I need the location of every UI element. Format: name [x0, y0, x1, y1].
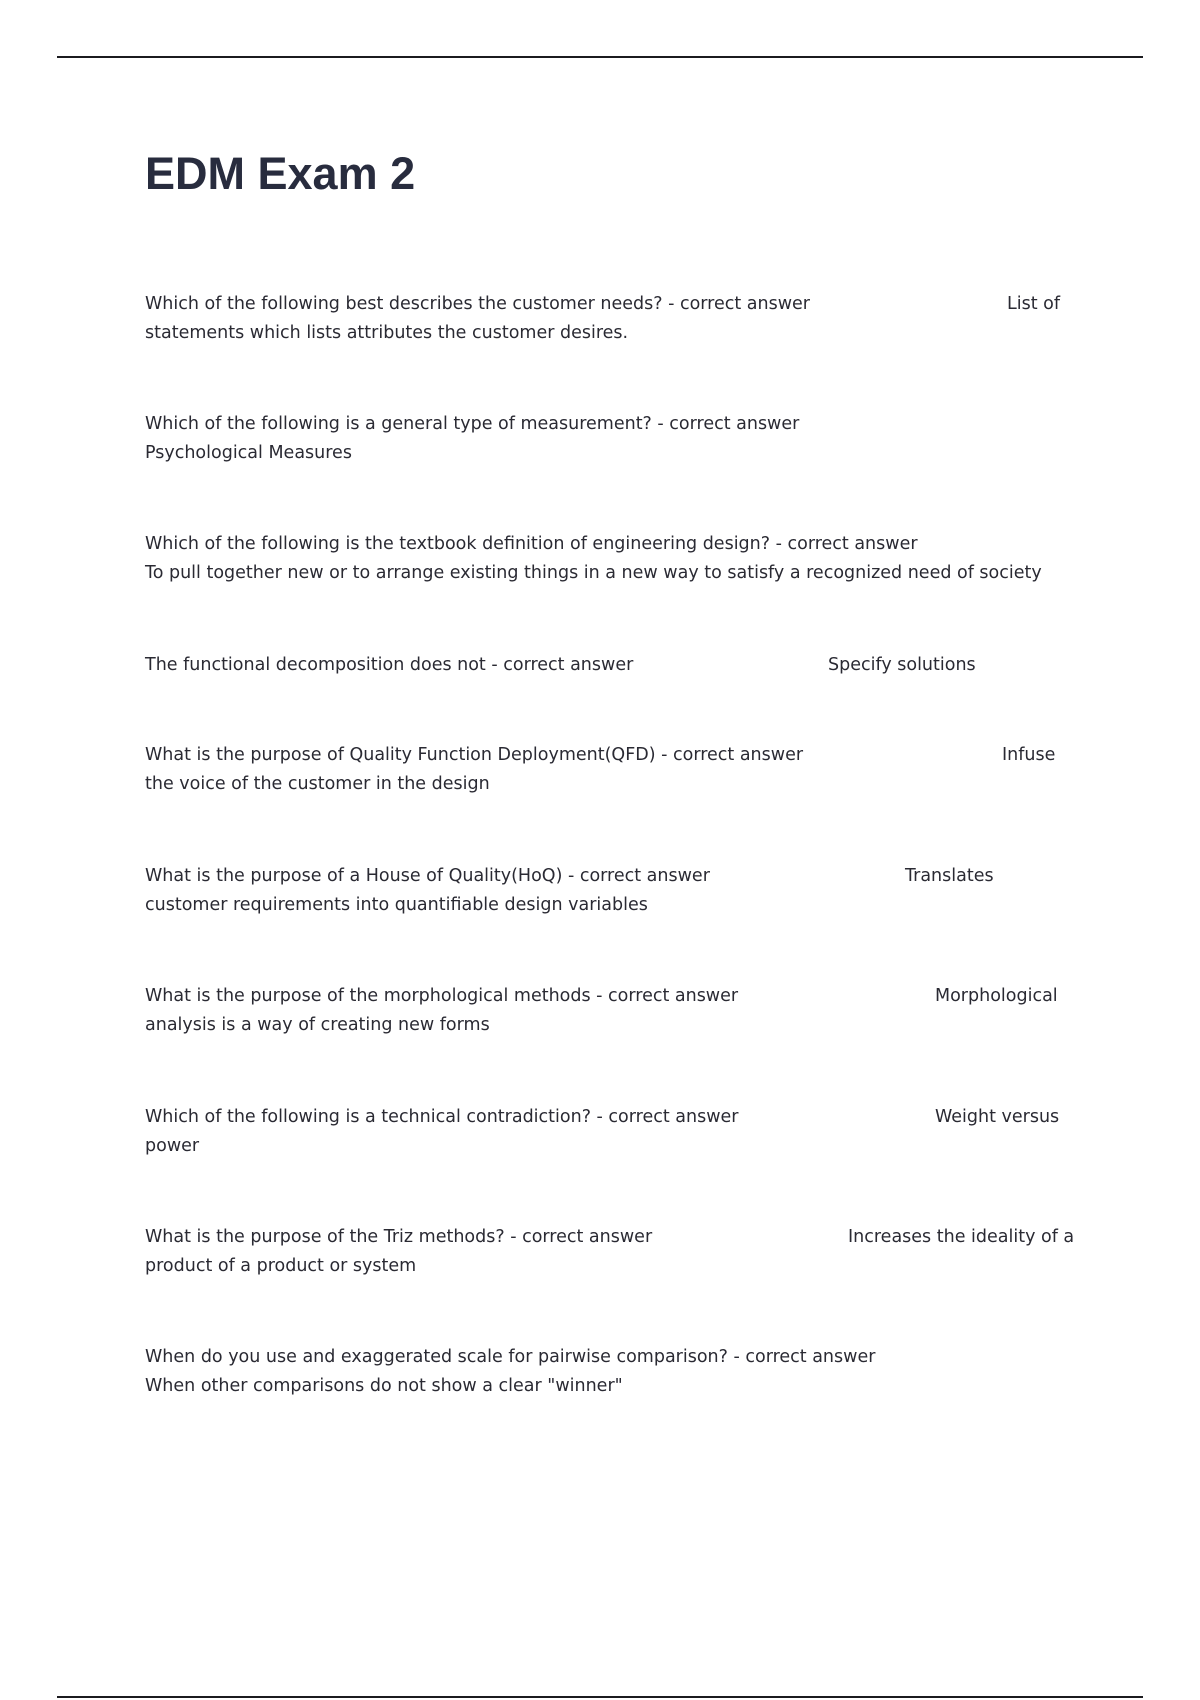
question-text: What is the purpose of a House of Quality(HoQ) - correct answer: [145, 866, 710, 886]
page-title: EDM Exam 2: [145, 148, 416, 199]
qa-item-7: [145, 982, 1085, 1040]
answer-head: Morphological: [935, 986, 1058, 1006]
answer-text: To pull together new or to arrange existing things in a new way to satisfy a recognized need of society: [145, 563, 1042, 583]
qa-item-6: [145, 862, 1085, 920]
qa-item-1: [145, 290, 1085, 348]
answer-head: Increases the ideality of a: [848, 1227, 1075, 1247]
qa-item-9: [145, 1223, 1085, 1281]
question-text: What is the purpose of the Triz methods? - correct answer: [145, 1227, 653, 1247]
answer-text: the voice of the customer in the design: [145, 774, 490, 794]
answer-text: analysis is a way of creating new forms: [145, 1015, 490, 1035]
qa-item-5: [145, 741, 1085, 799]
qa-item-2: [145, 410, 1085, 468]
question-text: The functional decomposition does not - correct answer: [145, 655, 634, 675]
answer-head: Specify solutions: [828, 655, 976, 675]
qa-item-10: [145, 1343, 1085, 1401]
answer-text: statements which lists attributes the customer desires.: [145, 323, 629, 343]
answer-head: Infuse: [1002, 745, 1056, 765]
answer-head: List of: [1007, 294, 1061, 314]
question-text: Which of the following best describes the customer needs? - correct answer: [145, 294, 810, 314]
question-text: Which of the following is the textbook definition of engineering design? - correct answer: [145, 534, 918, 554]
question-text: What is the purpose of Quality Function Deployment(QFD) - correct answer: [145, 745, 804, 765]
answer-head: Weight versus: [935, 1107, 1060, 1127]
answer-text: When other comparisons do not show a clear "winner": [145, 1376, 623, 1396]
top-rule: [57, 56, 1143, 58]
answer-text: Psychological Measures: [145, 443, 352, 463]
question-text: What is the purpose of the morphological methods - correct answer: [145, 986, 739, 1006]
qa-item-3: [145, 530, 1085, 588]
answer-text: customer requirements into quantifiable design variables: [145, 895, 648, 915]
question-text: Which of the following is a general type of measurement? - correct answer: [145, 414, 800, 434]
question-text: When do you use and exaggerated scale for pairwise comparison? - correct answer: [145, 1347, 876, 1367]
answer-text: product of a product or system: [145, 1256, 417, 1276]
qa-item-8: [145, 1103, 1085, 1161]
bottom-rule: [57, 1696, 1143, 1698]
question-text: Which of the following is a technical contradiction? - correct answer: [145, 1107, 739, 1127]
answer-head: Translates: [905, 866, 994, 886]
qa-item-4: [145, 651, 1085, 680]
answer-text: power: [145, 1136, 200, 1156]
